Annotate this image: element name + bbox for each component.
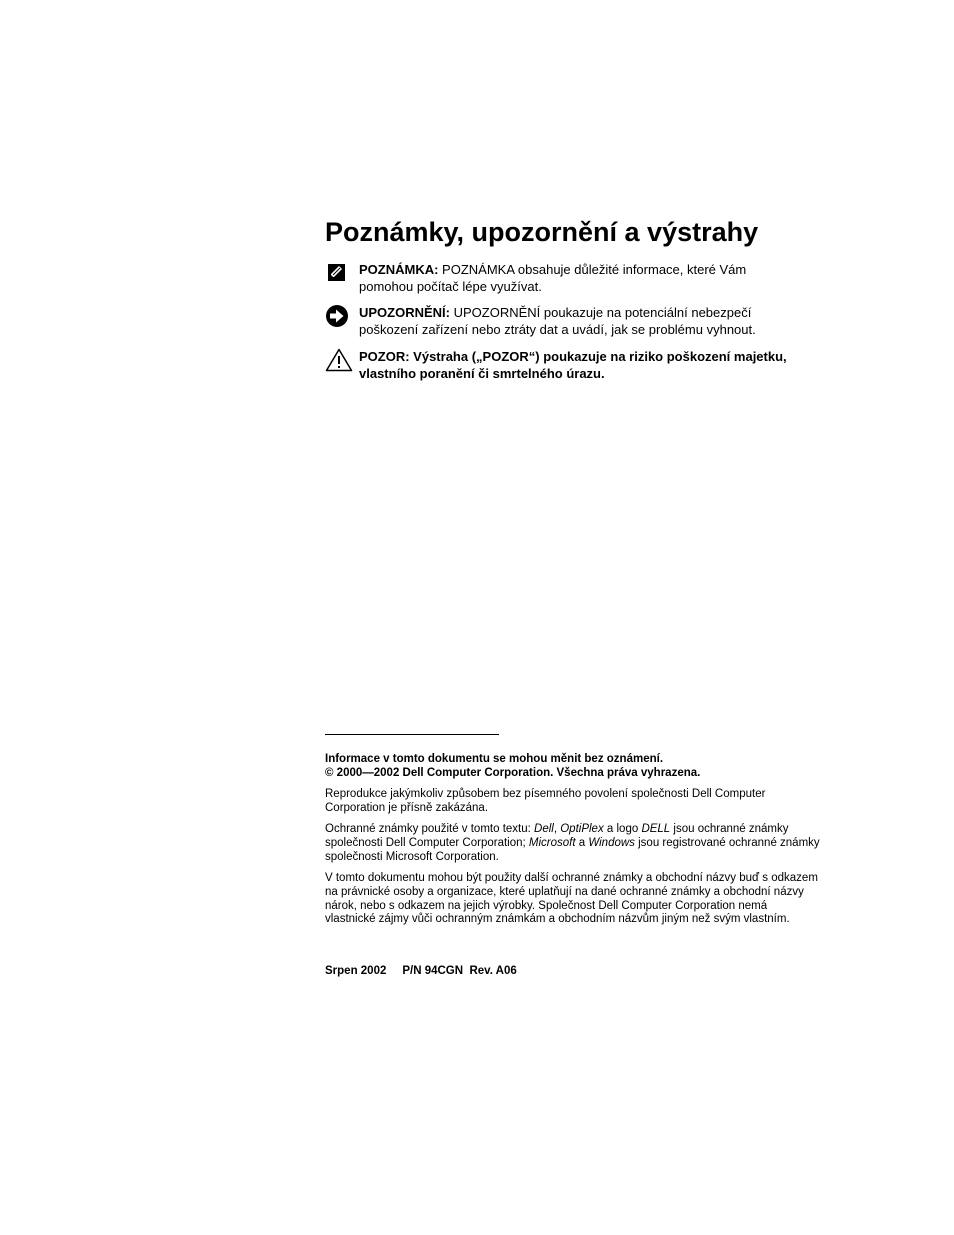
trademarks-sep: ,	[553, 823, 561, 835]
note-label: POZNÁMKA:	[359, 262, 439, 277]
change-notice: Informace v tomto dokumentu se mohou měnit bez oznámení.	[325, 753, 664, 765]
legal-notice	[325, 753, 820, 781]
divider-line	[325, 734, 499, 735]
caution-body: Výstraha („POZOR“) poukazuje na riziko poškození majetku, vlastního poranění či smrtelného úrazu.	[359, 349, 787, 381]
notice-text	[359, 304, 799, 338]
trademarks-text-5: jsou registrované ochranné známky společnosti Microsoft Corporation.	[325, 836, 820, 863]
caution-triangle-icon	[325, 348, 351, 372]
caution-label: POZOR:	[359, 349, 410, 364]
trademarks-text-1: Ochranné známky použité v tomto textu:	[325, 823, 535, 835]
trademark-windows: Windows	[588, 836, 635, 849]
document-footer: Srpen 2002 P/N 94CGN Rev. A06	[325, 965, 517, 977]
note-text	[359, 261, 799, 295]
trademarks-text-3: jsou ochranné známky společnosti Dell Computer Corporation;	[325, 823, 789, 849]
trademarks-text-4: a	[575, 836, 589, 849]
trademark-optiplex: OptiPlex	[560, 823, 604, 835]
other-trademarks-notice: V tomto dokumentu mohou být použity další ochranné známky a obchodní názvy buď s odkazem na právnické osoby a organizace, které uplatňují na dané ochranné známky a obchodní názvy nárok, nebo s odkazem na jejich výrobky. Společnost Dell Computer Corporation nemá vlastnické zájmy vůči ochranným známkám a obchodním názvům jiným než svým vlastním.	[325, 872, 818, 926]
trademarks-text-2: a logo	[603, 823, 642, 835]
note-body: POZNÁMKA obsahuje důležité informace, které Vám pomohou počítač lépe využívat.	[359, 262, 747, 294]
trademark-dell: Dell	[534, 823, 554, 835]
trademark-dell-logo: DELL	[641, 823, 671, 835]
trademarks-notice	[325, 823, 820, 864]
page-title: Poznámky, upozornění a výstrahy	[325, 217, 759, 247]
caution-text	[359, 348, 799, 382]
copyright-line: © 2000—2002 Dell Computer Corporation. Všechna práva vyhrazena.	[325, 766, 701, 779]
notice-arrow-icon	[325, 304, 351, 328]
notice-body: UPOZORNĚNÍ poukazuje na potenciální nebezpečí poškození zařízení nebo ztráty dat a uvádí, jak se problému vyhnout.	[359, 305, 756, 337]
trademark-microsoft: Microsoft	[528, 836, 576, 849]
reproduction-notice: Reprodukce jakýmkoliv způsobem bez písemného povolení společnosti Dell Computer Corporation je přísně zakázána.	[325, 788, 766, 814]
note-pencil-icon	[325, 261, 351, 285]
notice-label: UPOZORNĚNÍ:	[359, 305, 450, 320]
